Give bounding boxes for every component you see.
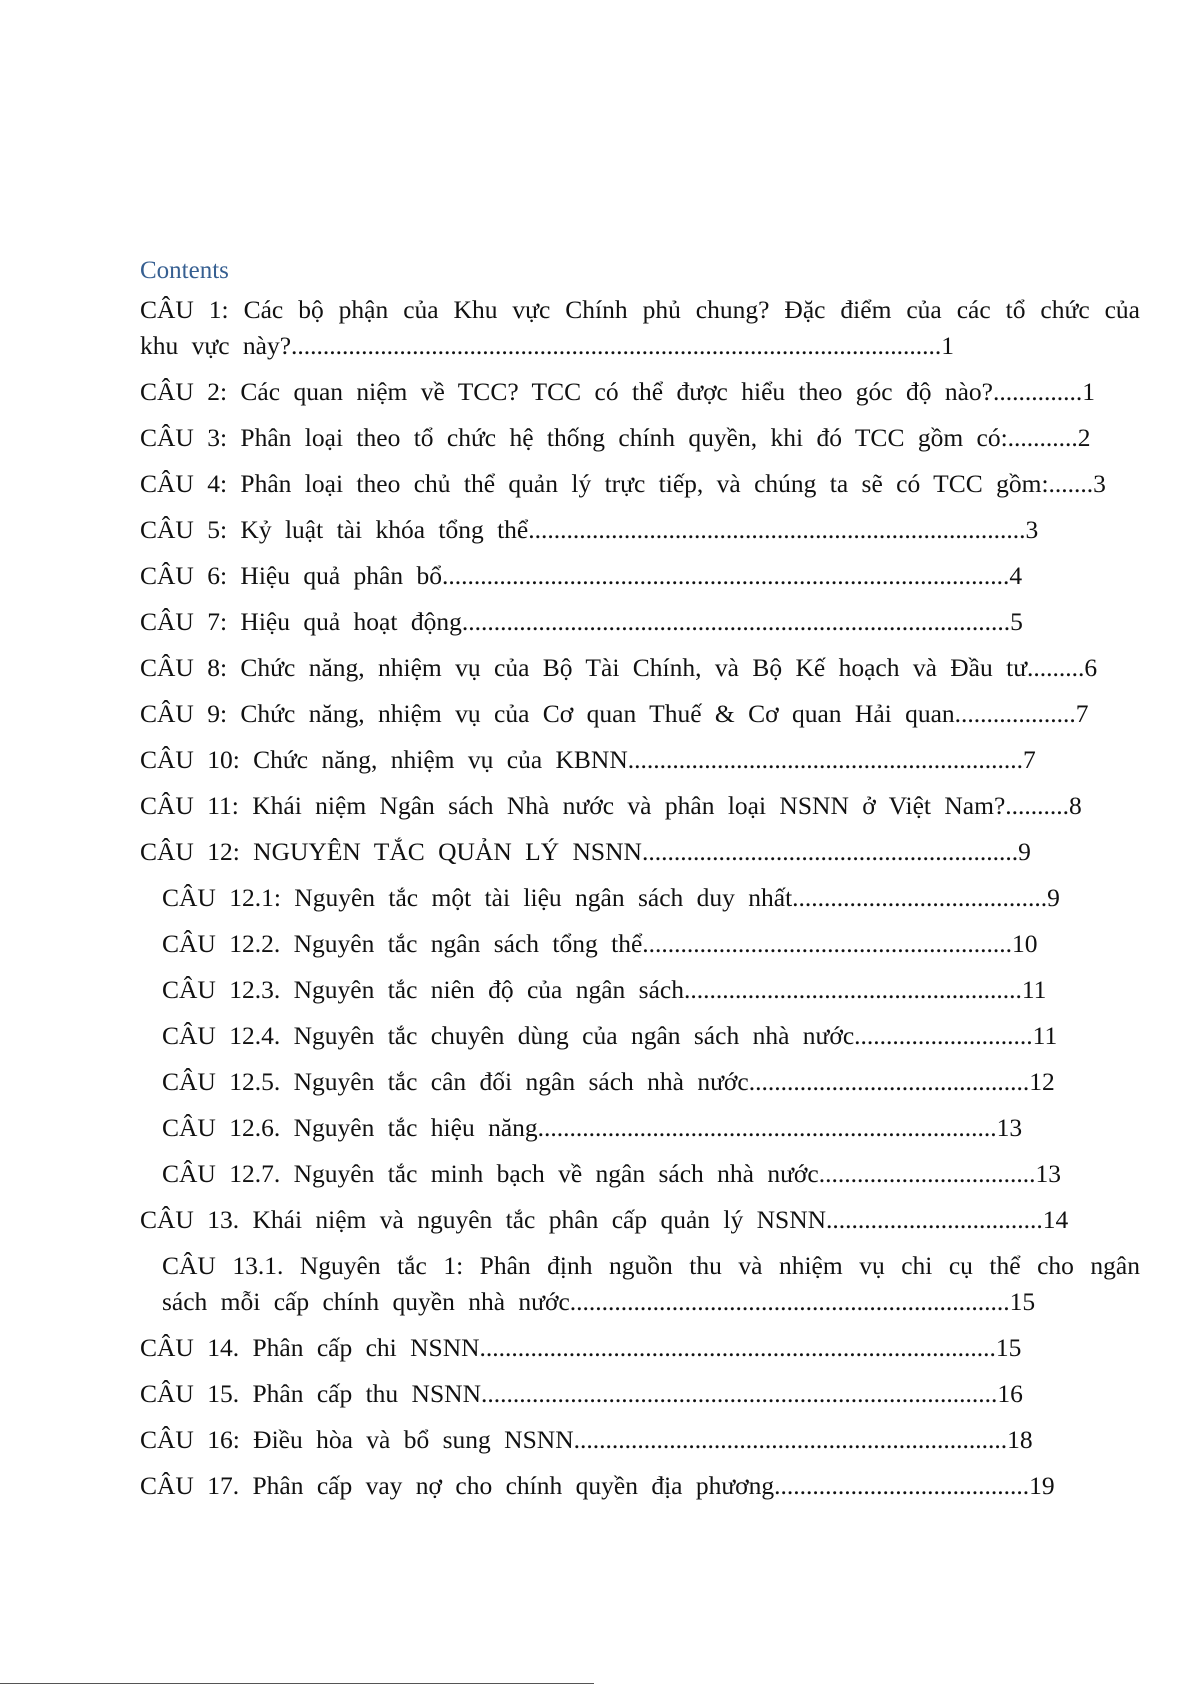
toc-entry-cau-12-1[interactable]: CÂU 12.1: Nguyên tắc một tài liệu ngân sách duy nhất........................................9 <box>162 883 1060 912</box>
toc-entry-cau-12-4[interactable]: CÂU 12.4. Nguyên tắc chuyên dùng của ngân sách nhà nước............................11 <box>162 1021 1058 1050</box>
toc-heading: Contents <box>140 257 229 284</box>
toc-entry-cau-14[interactable]: CÂU 14. Phân cấp chi NSNN.................................................................................15 <box>140 1333 1022 1362</box>
toc-entry-cau-16[interactable]: CÂU 16: Điều hòa và bổ sung NSNN....................................................................18 <box>140 1425 1033 1454</box>
toc-entry-cau-11[interactable]: CÂU 11: Khái niệm Ngân sách Nhà nước và phân loại NSNN ở Việt Nam?..........8 <box>140 791 1082 820</box>
toc-entry-cau-2[interactable]: CÂU 2: Các quan niệm về TCC? TCC có thể được hiểu theo góc độ nào?..............1 <box>140 377 1096 406</box>
toc-entry-cau-13[interactable]: CÂU 13. Khái niệm và nguyên tắc phân cấp quản lý NSNN..................................14 <box>140 1205 1069 1234</box>
toc-entry-cau-7[interactable]: CÂU 7: Hiệu quả hoạt động......................................................................................5 <box>140 607 1023 636</box>
toc-entry-cau-5[interactable]: CÂU 5: Kỷ luật tài khóa tổng thể..............................................................................3 <box>140 515 1039 544</box>
toc-entry-cau-12-7[interactable]: CÂU 12.7. Nguyên tắc minh bạch về ngân sách nhà nước..................................13 <box>162 1159 1061 1188</box>
toc-entry-cau-1[interactable]: CÂU 1: Các bộ phận của Khu vực Chính phủ chung? Đặc điểm của các tổ chức của khu vực này?......................................................................................................1 <box>140 295 1140 360</box>
toc-entry-cau-3[interactable]: CÂU 3: Phân loại theo tổ chức hệ thống chính quyền, khi đó TCC gồm có:...........2 <box>140 423 1091 452</box>
toc-entry-cau-12-6[interactable]: CÂU 12.6. Nguyên tắc hiệu năng........................................................................13 <box>162 1113 1023 1142</box>
toc-entry-cau-12-2[interactable]: CÂU 12.2. Nguyên tắc ngân sách tổng thể..........................................................10 <box>162 929 1038 958</box>
toc-entry-cau-15[interactable]: CÂU 15. Phân cấp thu NSNN.................................................................................16 <box>140 1379 1023 1408</box>
toc-entry-cau-6[interactable]: CÂU 6: Hiệu quả phân bổ.........................................................................................4 <box>140 561 1023 590</box>
toc-entry-cau-13-1[interactable]: CÂU 13.1. Nguyên tắc 1: Phân định nguồn thu và nhiệm vụ chi cụ thể cho ngân sách mỗi cấp chính quyền nhà nước.....................................................................15 <box>162 1251 1140 1316</box>
toc-entry-cau-10[interactable]: CÂU 10: Chức năng, nhiệm vụ của KBNN..............................................................7 <box>140 745 1036 774</box>
toc-entry-cau-12[interactable]: CÂU 12: NGUYÊN TẮC QUẢN LÝ NSNN...........................................................9 <box>140 837 1031 866</box>
toc-entry-cau-4[interactable]: CÂU 4: Phân loại theo chủ thể quản lý trực tiếp, và chúng ta sẽ có TCC gồm:.......3 <box>140 469 1106 498</box>
toc-entry-cau-9[interactable]: CÂU 9: Chức năng, nhiệm vụ của Cơ quan Thuế & Cơ quan Hải quan...................7 <box>140 699 1089 728</box>
toc-entry-cau-12-5[interactable]: CÂU 12.5. Nguyên tắc cân đối ngân sách nhà nước............................................12 <box>162 1067 1055 1096</box>
toc-entry-cau-17[interactable]: CÂU 17. Phân cấp vay nợ cho chính quyền địa phương........................................19 <box>140 1471 1055 1500</box>
toc-entry-cau-12-3[interactable]: CÂU 12.3. Nguyên tắc niên độ của ngân sách.....................................................11 <box>162 975 1047 1004</box>
table-of-contents <box>140 292 1140 1504</box>
footnote-divider <box>0 1683 594 1684</box>
toc-entry-cau-8[interactable]: CÂU 8: Chức năng, nhiệm vụ của Bộ Tài Chính, và Bộ Kế hoạch và Đầu tư.........6 <box>140 653 1098 682</box>
